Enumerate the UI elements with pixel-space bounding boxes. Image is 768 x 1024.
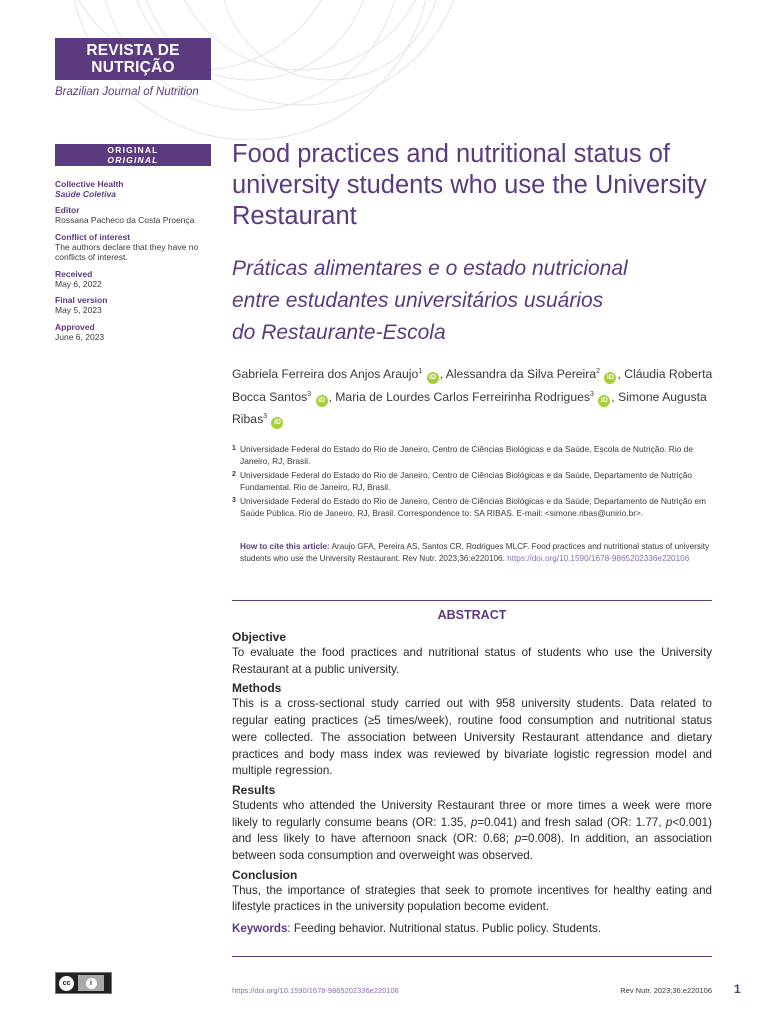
abstract-top-divider — [232, 600, 712, 601]
affiliation-text: Universidade Federal do Estado do Rio de Janeiro, Centro de Ciências Biológicas e da Saúde, Departamento de Nutrição em Saúde Pública. Rio de Janeiro, RJ, Brasil. Correspondence to: SA RIBAS. E-mail: <simone.ribas@unirio.br>. — [240, 495, 707, 518]
journal-name-line2: NUTRIÇÃO — [91, 59, 175, 76]
results-text-part: p — [470, 815, 478, 829]
journal-logo — [55, 38, 211, 80]
footer-citation: Rev Nutr. 2023;36:e220106 — [620, 986, 712, 995]
results-text-part: =0.041) and fresh salad (OR: 1.77, — [477, 815, 666, 829]
orcid-icon[interactable]: iD — [427, 372, 439, 384]
affiliation-item — [232, 496, 716, 520]
article-title-translated — [232, 253, 712, 349]
how-to-cite-doi-link[interactable]: https://doi.org/10.1590/1678-9865202336e220106 — [507, 553, 690, 563]
author-affiliation-number: 2 — [596, 368, 601, 375]
author-affiliation-number: 3 — [263, 413, 268, 421]
attribution-icon: i — [86, 978, 97, 989]
keywords-label: Keywords — [232, 922, 288, 936]
author-affiliation-number: 3 — [589, 390, 594, 398]
article-title: Food practices and nutritional status of university students who use the University Restaurant — [232, 140, 707, 230]
area-label: Collective Health — [55, 179, 124, 189]
keywords-text: : Feeding behavior. Nutritional status. Public policy. Students. — [287, 922, 602, 936]
final-version-label: Final version — [55, 295, 108, 305]
conclusion-heading: Conclusion — [232, 867, 298, 882]
received-value: May 6, 2022 — [55, 278, 102, 289]
conclusion-text: Thus, the importance of strategies that seek to promote incentives for healthy eating and lifestyle practices in the university population become evident. — [232, 883, 712, 914]
affiliation-item — [232, 470, 716, 494]
author-affiliation-number: 3 — [307, 390, 312, 398]
journal-name-line1: REVISTA DE — [86, 42, 180, 59]
by-attribution-block — [78, 975, 104, 991]
author-separator: , — [328, 389, 336, 404]
approved-label: Approved — [55, 321, 95, 332]
results-text-part: p — [665, 815, 673, 829]
orcid-icon[interactable]: iD — [598, 395, 610, 407]
author-separator: , — [439, 367, 446, 382]
results-text-part: <0.001) and less likely to have afternoon snack (OR: 0.68; — [232, 815, 712, 846]
methods-text: This is a cross-sectional study carried out with 958 university students. Data related to regular eating practices (≥5 times/week), routine food consumption and nutritional status were collected. The association between University Restaurant attendance and dietary practices and body mass index was reviewed by bivariate logistic regression model and multiple regression. — [232, 697, 712, 778]
conflict-value: The authors declare that they have no conflicts of interest. — [55, 241, 199, 262]
translated-title-line: Práticas alimentares e o estado nutricional — [232, 257, 628, 280]
how-to-cite-text: Araujo GFA, Pereira AS, Santos CR, Rodrigues MLCF. Food practices and nutritional status of university students who use the University Restaurant. Rev Nutr. 2023;36:e220106. — [240, 542, 710, 563]
objective-text: To evaluate the food practices and nutritional status of students who use the University Restaurant at a public university. — [232, 646, 712, 676]
approved-value: June 6, 2023 — [55, 331, 105, 342]
affiliation-item — [232, 444, 716, 468]
received-label: Received — [55, 268, 93, 279]
keywords — [232, 921, 712, 938]
results-text-part: p — [514, 832, 522, 846]
conflict-label: Conflict of interest — [55, 231, 131, 242]
section-label: ORIGINAL — [107, 145, 159, 155]
affiliation-number: 1 — [232, 445, 236, 452]
how-to-cite-label: How to cite this article: — [240, 542, 330, 551]
author-name: Gabriela Ferreira dos Anjos Araujo — [232, 367, 419, 382]
affiliation-number: 3 — [232, 496, 236, 504]
results-text-part: =0.008). In addition, an association between soda consumption and overweight was observed. — [232, 832, 712, 863]
author-name: Maria de Lourdes Carlos Ferreirinha Rodrigues — [335, 389, 590, 404]
results-text-part: Students who attended the University Restaurant three or more times a week were more likely to regularly consume beans (OR: 1.35, — [232, 798, 712, 829]
translated-title-line: entre estudantes universitários usuários — [232, 289, 604, 312]
author-name: Simone Augusta Ribas — [232, 389, 707, 427]
affiliation-number: 2 — [232, 470, 236, 478]
author-name: Alessandra da Silva Pereira — [445, 367, 597, 382]
editor-value: Rossana Pacheco da Costa Proença — [55, 215, 195, 225]
affiliations — [232, 444, 716, 521]
area-label-translated: Saúde Coletiva — [55, 189, 116, 199]
objective-heading: Objective — [232, 630, 287, 644]
final-version-value: May 5, 2023 — [55, 305, 102, 315]
orcid-icon[interactable]: iD — [316, 395, 328, 407]
page-number: 1 — [734, 982, 741, 996]
author-separator: , — [611, 389, 619, 404]
abstract-bottom-divider — [232, 956, 712, 957]
author-separator: , — [617, 367, 625, 382]
footer-doi-link[interactable]: https://doi.org/10.1590/1678-9865202336e220106 — [232, 986, 399, 995]
results-heading: Results — [232, 782, 276, 797]
author-affiliation-number: 1 — [418, 368, 423, 375]
results-text — [232, 798, 712, 865]
article-info-sidebar — [55, 179, 215, 348]
abstract-body — [232, 628, 712, 938]
orcid-icon[interactable]: iD — [271, 417, 283, 429]
author-name: Cláudia Roberta Bocca Santos — [232, 367, 713, 404]
translated-title-line: do Restaurante-Escola — [232, 321, 446, 344]
journal-subtitle: Brazilian Journal of Nutrition — [55, 86, 199, 98]
affiliation-text: Universidade Federal do Estado do Rio de Janeiro, Centro de Ciências Biológicas e da Saúde, Escola de Nutrição. Rio de Janeiro, RJ, Brasil. — [240, 444, 693, 466]
creative-commons-license-badge[interactable] — [55, 972, 112, 994]
author-list — [232, 362, 714, 430]
affiliation-text: Universidade Federal do Estado do Rio de Janeiro, Centro de Ciências Biológicas e da Saúde, Departamento de Nutrição Fundamental. Rio de Janeiro, RJ, Brasil. — [240, 469, 693, 492]
orcid-icon[interactable]: iD — [604, 372, 616, 384]
section-label-translated: ORIGINAL — [107, 155, 159, 165]
cc-icon: cc — [59, 976, 74, 991]
methods-heading: Methods — [232, 681, 282, 696]
section-badge — [55, 144, 211, 166]
abstract-heading: ABSTRACT — [437, 608, 507, 622]
how-to-cite — [240, 541, 710, 564]
editor-label: Editor — [55, 205, 80, 215]
